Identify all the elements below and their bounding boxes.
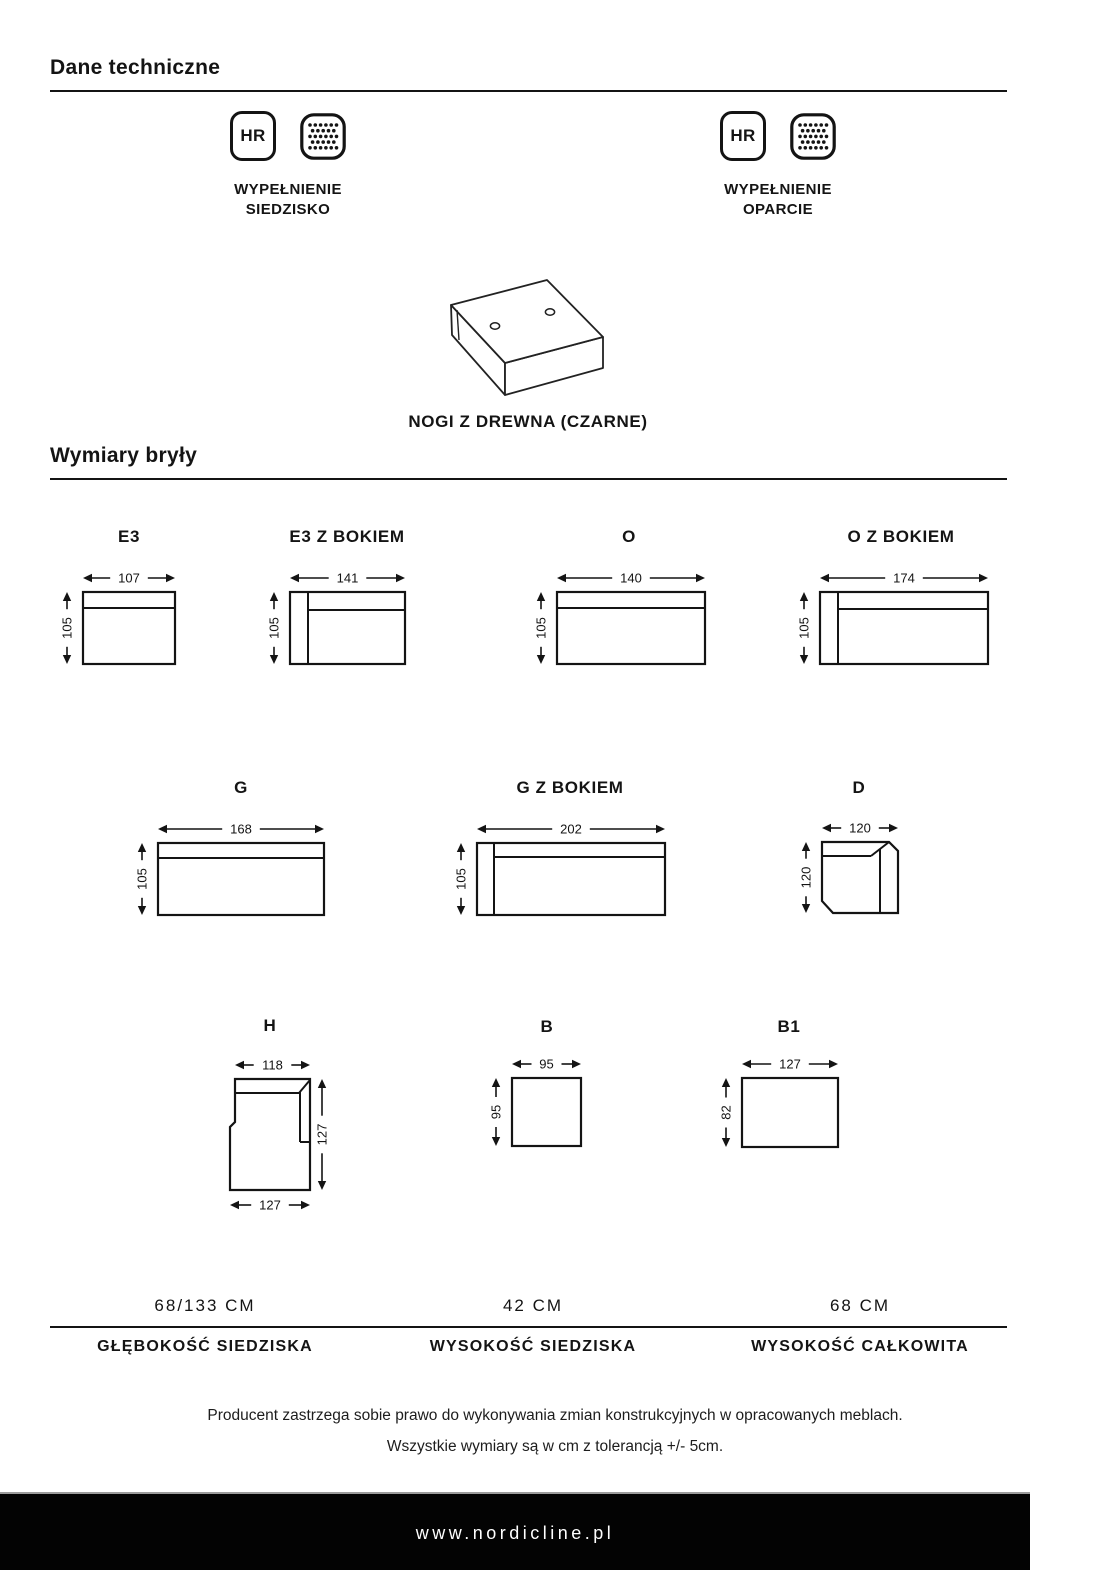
summary-seat-depth-label: GŁĘBOKOŚĆ SIEDZISKA: [97, 1338, 313, 1355]
footer-bar: [0, 1492, 1030, 1570]
summary-value: 68 CM: [829, 1296, 891, 1315]
module-diagram-b: [482, 1050, 591, 1158]
summary-seat-height-label: WYSOKOŚĆ SIEDZISKA: [429, 1338, 637, 1355]
summary-total-height-label: WYSOKOŚĆ CAŁKOWITA: [751, 1338, 969, 1355]
filling-back-icons: [720, 111, 836, 161]
module-diagram-o: [527, 564, 715, 676]
dim-label: 120: [849, 820, 871, 836]
dim-label: 174: [893, 570, 915, 586]
section-title-technical: Dane techniczne: [50, 56, 221, 79]
module-diagram-b1: [712, 1050, 848, 1159]
module-diagram-d: [792, 814, 908, 925]
module-title-e3-z-bokiem: E3 Z BOKIEM: [289, 527, 405, 546]
module-title-b1: B1: [777, 1017, 801, 1036]
section-title-dimensions: Wymiary bryły: [50, 444, 198, 467]
filling-back-group: [658, 111, 898, 220]
dim-label: 140: [620, 570, 642, 586]
module-diagram-e3-z-bokiem: [260, 564, 415, 676]
hr-foam-icon: HR: [720, 111, 766, 161]
summary-seat-depth: [35, 1296, 375, 1316]
dim-label: 127: [259, 1197, 281, 1213]
dim-label: 127: [779, 1056, 801, 1072]
dim-label: 95: [539, 1056, 554, 1072]
module-title-g-z-bokiem: G Z BOKIEM: [516, 778, 624, 797]
dim-label: 105: [59, 617, 75, 639]
module-title-g: G: [234, 778, 248, 797]
dim-label: 107: [118, 570, 140, 586]
dim-label: 105: [796, 617, 812, 639]
module-title-d: D: [852, 778, 866, 797]
dim-label: 168: [230, 821, 252, 837]
summary-rule: [50, 1326, 1007, 1328]
summary-total-height: [690, 1296, 1030, 1316]
filling-seat-label: WYPEŁNIENIE SIEDZISKO: [234, 181, 342, 218]
dim-label: 118: [262, 1057, 283, 1073]
dim-label: 120: [798, 866, 814, 889]
header-rule: [50, 90, 1007, 92]
wooden-leg-figure: [440, 272, 615, 404]
module-diagram-o-z-bokiem: [790, 564, 998, 676]
module-title-e3: E3: [118, 527, 140, 546]
dim-label: 105: [453, 868, 469, 890]
dim-label: 105: [266, 617, 282, 639]
summary-seat-height: [363, 1296, 703, 1316]
filling-seat-icons: [230, 111, 346, 161]
filling-back-label: WYPEŁNIENIE OPARCIE: [724, 181, 832, 218]
module-title-o-z-bokiem: O Z BOKIEM: [847, 527, 955, 546]
foam-dots-icon: [300, 113, 346, 160]
filling-seat-group: [168, 111, 408, 220]
summary-value: 42 CM: [502, 1296, 564, 1315]
dim-label: 105: [134, 868, 150, 890]
dim-label: 82: [718, 1105, 734, 1120]
foam-dots-icon: [790, 113, 836, 160]
module-diagram-e3: [53, 564, 185, 676]
dim-label: 105: [533, 617, 549, 639]
dim-label: 141: [336, 570, 359, 586]
module-title-b: B: [540, 1017, 554, 1036]
footer-url: www.nordicline.pl: [415, 1522, 615, 1543]
module-title-h: H: [263, 1016, 277, 1035]
dim-label: 202: [560, 821, 582, 837]
dim-label: 95: [488, 1104, 504, 1120]
dimensions-rule: [50, 478, 1007, 480]
module-diagram-g: [128, 815, 334, 927]
dim-label: 127: [314, 1123, 330, 1146]
module-diagram-g-z-bokiem: [447, 815, 675, 927]
disclaimer: Producent zastrzega sobie prawo do wykonywania zmian konstrukcyjnych w opracowanych meblach. Wszystkie wymiary są w cm z tolerancją +/- 5cm.: [207, 1407, 903, 1455]
module-title-o: O: [622, 527, 636, 546]
hr-foam-icon: HR: [230, 111, 276, 161]
module-diagram-h: [200, 1051, 345, 1223]
leg-caption: NOGI Z DREWNA (CZARNE): [408, 412, 648, 431]
summary-value: 68/133 CM: [154, 1296, 256, 1315]
